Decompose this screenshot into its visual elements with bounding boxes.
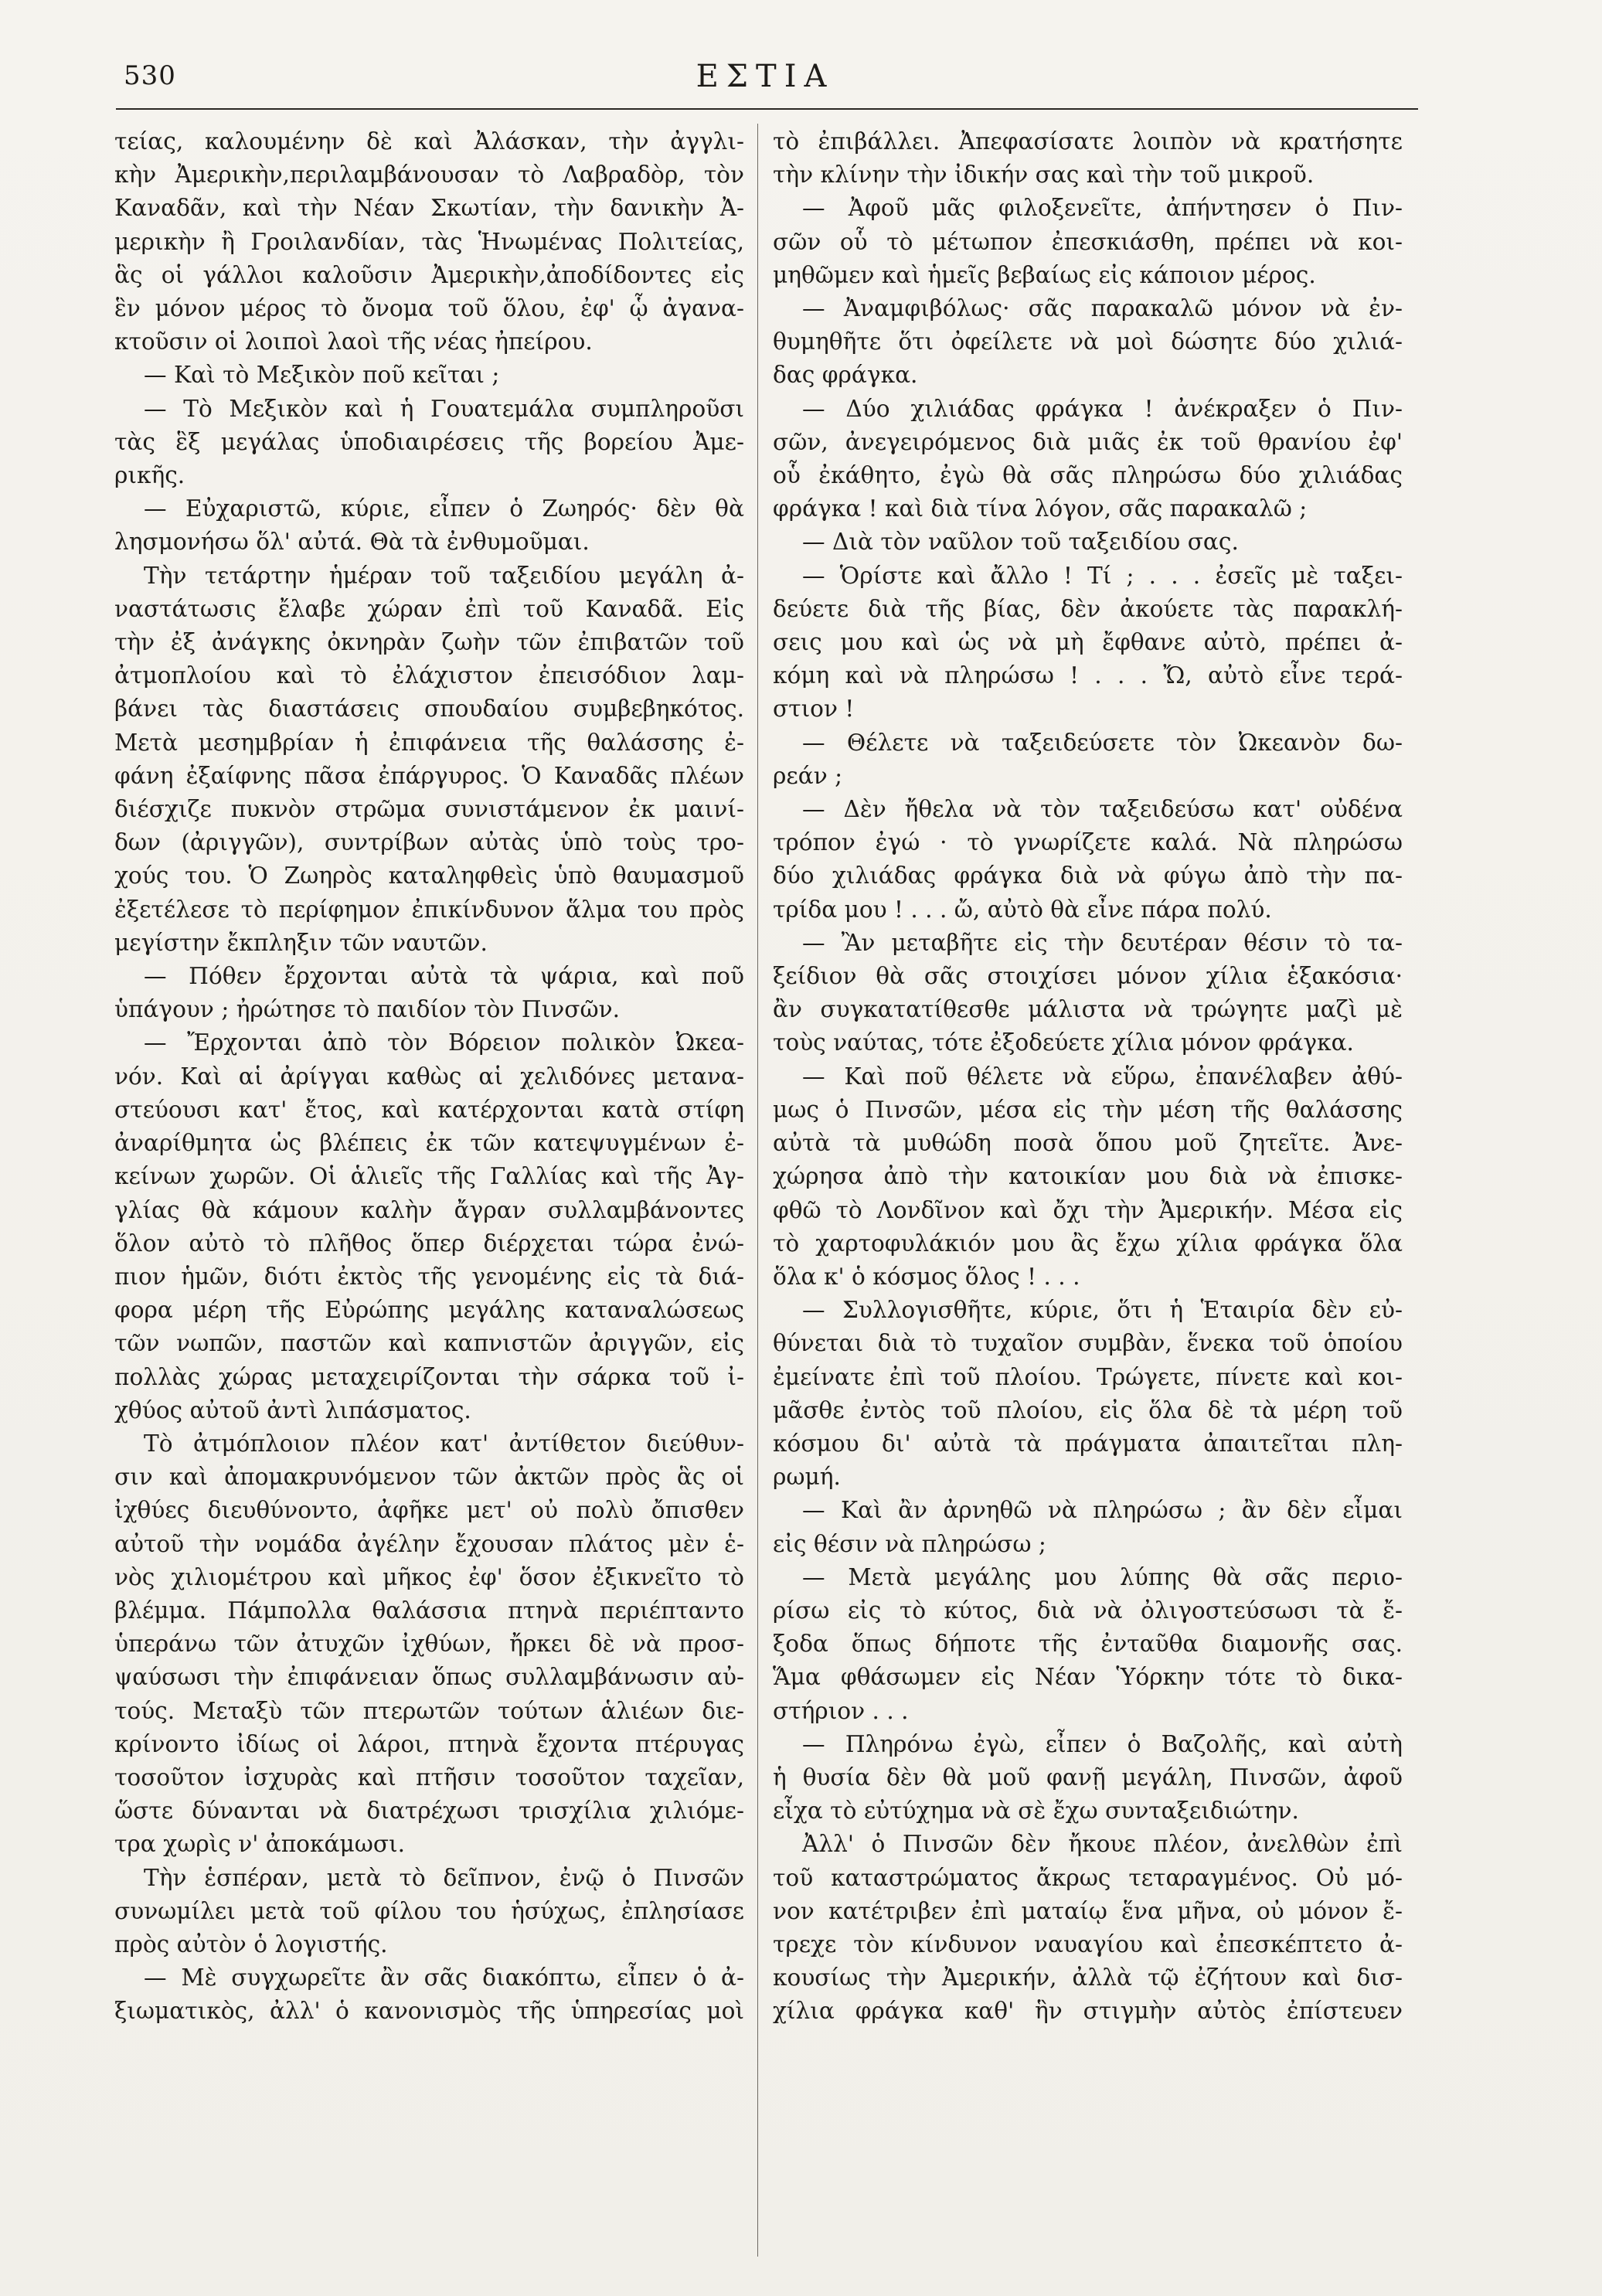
text-line: — Θέλετε νὰ ταξειδεύσετε τὸν Ὠκεανὸν δω- <box>802 729 1403 756</box>
text-line: πιον ἡμῶν, διότι ἐκτὸς τῆς γενομένης εἰς τὰ διά- <box>114 1263 744 1290</box>
text-line: τὸ χαρτοφυλάκιόν μου ἂς ἔχω χίλια φράγκα ὅλα <box>773 1230 1403 1257</box>
text-line: νον κατέτριβεν ἐπὶ ματαίῳ ἕνα μῆνα, οὐ μόνον ἔ- <box>773 1897 1403 1924</box>
text-line: Τὴν τετάρτην ἡμέραν τοῦ ταξειδίου μεγάλη ἀ- <box>144 562 744 589</box>
text-line: τρίδα μου ! . . . ὤ, αὐτὸ θὰ εἶνε πάρα πολύ. <box>773 896 1272 923</box>
text-line: δων (ἀριγγῶν), συντρίβων αὐτὰς ὑπὸ τοὺς τρο- <box>114 829 744 856</box>
text-line: σεις μου καὶ ὡς νὰ μὴ ἔφθανε αὐτὸ, πρέπει ἀ- <box>773 629 1403 656</box>
text-line: χίλια φράγκα καθ' ἣν στιγμὴν αὐτὸς ἐπίστευεν <box>773 1998 1403 2025</box>
text-line: χώρησα ἀπὸ τὴν κατοικίαν μου διὰ νὰ ἐπισκε- <box>773 1163 1403 1190</box>
running-title: ΕΣΤΙΑ <box>696 59 835 94</box>
page-number: 530 <box>124 60 176 91</box>
text-line: συνωμίλει μετὰ τοῦ φίλου του ἡσύχως, ἐπλησίασε <box>114 1897 744 1924</box>
text-line: ἀναρίθμητα ὡς βλέπεις ἐκ τῶν κατεψυγμένων ἐ- <box>114 1130 744 1157</box>
text-line: ἂν συγκατατίθεσθε μάλιστα νὰ τρώγητε μαζὶ μὲ <box>773 996 1403 1023</box>
text-line: στιον ! <box>773 696 855 723</box>
text-line: Ἀλλ' ὁ Πινσῶν δὲν ἤκουε πλέον, ἀνελθὼν ἐπὶ <box>802 1831 1403 1858</box>
text-line: οὗ ἐκάθητο, ἐγὼ θὰ σᾶς πληρώσω δύο χιλιάδας <box>773 462 1403 489</box>
text-line: ναστάτωσις ἔλαβε χώραν ἐπὶ τοῦ Καναδᾶ. Εἰς <box>114 595 744 622</box>
header-rule <box>116 108 1418 110</box>
text-line: στήριον . . . <box>773 1697 909 1724</box>
text-line: τὸ ἐπιβάλλει. Ἀπεφασίσατε λοιπὸν νὰ κρατήσητε <box>773 128 1403 155</box>
text-line: — Ἀναμφιβόλως· σᾶς παρακαλῶ μόνον νὰ ἐν- <box>802 295 1403 322</box>
text-line: ρίσω εἰς τὸ κύτος, διὰ νὰ ὀλιγοστεύσωσι τὰ ἔ- <box>773 1597 1403 1624</box>
text-line: σῶν, ἀνεγειρόμενος διὰ μιᾶς ἐκ τοῦ θρανίου ἐφ' <box>773 428 1403 455</box>
text-line: ρεάν ; <box>773 762 843 789</box>
text-line: τοὺς ναύτας, τότε ἐξοδεύετε χίλια μόνον φράγκα. <box>773 1029 1354 1056</box>
text-line: ψαύσωσι τὴν ἐπιφάνειαν ὅπως συλλαμβάνωσιν αὐ- <box>114 1664 744 1691</box>
text-line: μερικὴν ἢ Γροιλανδίαν, τὰς Ἡνωμένας Πολιτείας, <box>114 228 744 255</box>
text-line: κτοῦσιν οἱ λοιποὶ λαοὶ τῆς νέας ἠπείρου. <box>114 328 593 355</box>
text-line: — Ἂν μεταβῆτε εἰς τὴν δευτέραν θέσιν τὸ τα- <box>802 929 1403 956</box>
text-line: λησμονήσω ὅλ' αὐτά. Θὰ τὰ ἐνθυμοῦμαι. <box>114 529 590 556</box>
text-line: τούς. Μεταξὺ τῶν πτερωτῶν τούτων ἁλιέων διε- <box>114 1697 744 1724</box>
text-line: τρόπον ἐγώ · τὸ γνωρίζετε καλά. Νὰ πληρώσω <box>773 829 1403 856</box>
text-line: Μετὰ μεσημβρίαν ἡ ἐπιφάνεια τῆς θαλάσσης ἐ- <box>114 729 744 756</box>
text-line: ὑπεράνω τῶν ἀτυχῶν ἰχθύων, ἤρκει δὲ νὰ προσ- <box>114 1631 744 1658</box>
text-line: Τὸ ἀτμόπλοιον πλέον κατ' ἀντίθετον διεύθυν- <box>144 1430 744 1457</box>
text-line: βλέμμα. Πάμπολλα θαλάσσια πτηνὰ περιέπταντο <box>114 1597 744 1624</box>
text-line: κόμη καὶ νὰ πληρώσω ! . . . Ὤ, αὐτὸ εἶνε τερά- <box>773 662 1403 689</box>
text-line: — Τὸ Μεξικὸν καὶ ἡ Γουατεμάλα συμπληροῦσι <box>144 395 744 422</box>
text-line: — Μετὰ μεγάλης μου λύπης θὰ σᾶς περιο- <box>802 1563 1403 1590</box>
text-line: αὐτοῦ τὴν νομάδα ἀγέλην ἔχουσαν πλάτος μὲν ἑ- <box>114 1530 744 1557</box>
text-line: δας φράγκα. <box>773 362 918 389</box>
text-line: χούς του. Ὁ Ζωηρὸς καταληφθεὶς ὑπὸ θαυμασμοῦ <box>114 862 744 889</box>
text-line: σῶν οὗ τὸ μέτωπον ἐπεσκιάσθη, πρέπει νὰ κοι- <box>773 228 1403 255</box>
text-line: ὑπάγουν ; ἠρώτησε τὸ παιδίον τὸν Πινσῶν. <box>114 996 620 1023</box>
text-line: — Εὐχαριστῶ, κύριε, εἶπεν ὁ Ζωηρός· δὲν θὰ <box>144 495 744 522</box>
text-line: αὐτὰ τὰ μυθώδη ποσὰ ὅπου μοῦ ζητεῖτε. Ἀνε- <box>773 1130 1403 1157</box>
text-line: Τὴν ἑσπέραν, μετὰ τὸ δεῖπνον, ἐνῷ ὁ Πινσῶν <box>144 1864 744 1891</box>
text-line: ρωμή. <box>773 1464 841 1491</box>
text-line: διέσχιζε πυκνὸν στρῶμα συνιστάμενον ἐκ μαινί- <box>114 796 744 823</box>
left-column <box>114 125 744 2029</box>
text-line: κὴν Ἀμερικὴν,περιλαμβάνουσαν τὸ Λαβραδὸρ, τὸν <box>114 162 744 189</box>
text-line: νὸς χιλιομέτρου καὶ μῆκος ἐφ' ὅσον ἐξικνεῖτο τὸ <box>114 1563 744 1590</box>
text-line: ἐμείνατε ἐπὶ τοῦ πλοίου. Τρώγετε, πίνετε καὶ κοι- <box>773 1363 1403 1390</box>
text-line: ξείδιον θὰ σᾶς στοιχίσει μόνον χίλια ἑξακόσια· <box>773 963 1403 990</box>
text-line: τὴν κλίνην τὴν ἰδικήν σας καὶ τὴν τοῦ μικροῦ. <box>773 162 1315 189</box>
text-line: — Πόθεν ἔρχονται αὐτὰ τὰ ψάρια, καὶ ποῦ <box>144 963 744 990</box>
text-line: νόν. Καὶ αἱ ἀρίγγαι καθὼς αἱ χελιδόνες μετανα- <box>114 1063 744 1090</box>
text-line: — Ὁρίστε καὶ ἄλλο ! Τί ; . . . ἐσεῖς μὲ ταξει- <box>802 562 1403 589</box>
text-line: φορα μέρη τῆς Εὐρώπης μεγάλης καταναλώσεως <box>114 1297 744 1324</box>
text-line: χθύος αὐτοῦ ἀντὶ λιπάσματος. <box>114 1396 471 1424</box>
text-line: — Ἔρχονται ἀπὸ τὸν Βόρειον πολικὸν Ὠκεα- <box>144 1029 744 1056</box>
text-line: μᾶσθε ἐντὸς τοῦ πλοίου, εἰς ὅλα δὲ τὰ μέρη τοῦ <box>773 1396 1403 1424</box>
text-line: τὴν ἐξ ἀνάγκης ὀκνηρὰν ζωὴν τῶν ἐπιβατῶν τοῦ <box>114 629 744 656</box>
text-line: φάνη ἐξαίφνης πᾶσα ἐπάργυρος. Ὁ Καναδᾶς πλέων <box>114 762 744 789</box>
text-line: φράγκα ! καὶ διὰ τίνα λόγον, σᾶς παρακαλῶ ; <box>773 495 1308 522</box>
text-line: τῶν νωπῶν, παστῶν καὶ καπνιστῶν ἀριγγῶν, εἰς <box>114 1330 744 1357</box>
text-line: εἶχα τὸ εὐτύχημα νὰ σὲ ἔχω συνταξειδιώτην. <box>773 1798 1299 1825</box>
text-line: — Μὲ συγχωρεῖτε ἂν σᾶς διακόπτω, εἶπεν ὁ ἀ- <box>144 1964 744 1992</box>
text-line: στεύουσι κατ' ἔτος, καὶ κατέρχονται κατὰ στίφη <box>114 1096 744 1123</box>
text-line: ἐξετέλεσε τὸ περίφημον ἐπικίνδυνον ἅλμα του πρὸς <box>114 896 744 923</box>
text-line: ἀτμοπλοίου καὶ τὸ ἐλάχιστον ἐπεισόδιον λαμ- <box>114 662 744 689</box>
text-line: Ἅμα φθάσωμεν εἰς Νέαν Ὑόρκην τότε τὸ δικα- <box>773 1664 1403 1691</box>
text-line: τοσοῦτον ἰσχυρὰς καὶ πτῆσιν τοσοῦτον ταχεῖαν, <box>114 1764 744 1791</box>
text-line: — Πληρόνω ἐγὼ, εἶπεν ὁ Βαζολῆς, καὶ αὐτὴ <box>802 1730 1403 1757</box>
text-line: ἃς οἱ γάλλοι καλοῦσιν Ἀμερικὴν,ἀποδίδοντες εἰς <box>114 261 744 288</box>
text-line: τοῦ καταστρώματος ἄκρως τεταραγμένος. Οὐ μό- <box>773 1864 1403 1891</box>
text-line: πρὸς αὐτὸν ὁ λογιστής. <box>114 1930 388 1958</box>
text-line: — Ἀφοῦ μᾶς φιλοξενεῖτε, ἀπήντησεν ὁ Πιν- <box>802 195 1403 222</box>
text-line: δύο χιλιάδας φράγκα διὰ νὰ φύγω ἀπὸ τὴν πα- <box>773 862 1403 889</box>
text-line: — Καὶ ποῦ θέλετε νὰ εὕρω, ἐπανέλαβεν ἀθύ- <box>802 1063 1403 1090</box>
text-line: ὥστε δύνανται νὰ διατρέχωσι τρισχίλια χιλιόμε- <box>114 1798 744 1825</box>
text-line: ὅλον αὐτὸ τὸ πλῆθος ὅπερ διέρχεται τώρα ἐνώ- <box>114 1230 744 1257</box>
text-line: τὰς ἓξ μεγάλας ὑποδιαιρέσεις τῆς βορείου Ἀμε- <box>114 428 744 455</box>
text-line: κόσμου δι' αὐτὰ τὰ πράγματα ἀπαιτεῖται πλη- <box>773 1430 1403 1457</box>
text-line: — Δύο χιλιάδας φράγκα ! ἀνέκραξεν ὁ Πιν- <box>802 395 1403 422</box>
text-line: θύνεται διὰ τὸ τυχαῖον συμβὰν, ἕνεκα τοῦ ὁποίου <box>773 1330 1403 1357</box>
text-line: δεύετε διὰ τῆς βίας, δὲν ἀκούετε τὰς παρακλή- <box>773 595 1403 622</box>
text-line: — Διὰ τὸν ναῦλον τοῦ ταξειδίου σας. <box>802 529 1239 556</box>
text-line: κουσίως τὴν Ἀμερικήν, ἀλλὰ τῷ ἐζήτουν καὶ δισ- <box>773 1964 1403 1992</box>
right-column <box>773 125 1403 2029</box>
text-line: — Δὲν ἤθελα νὰ τὸν ταξειδεύσω κατ' οὐδένα <box>802 796 1403 823</box>
text-line: κείνων χωρῶν. Οἱ ἁλιεῖς τῆς Γαλλίας καὶ τῆς Ἀγ- <box>114 1163 744 1190</box>
text-line: πολλὰς χώρας μεταχειρίζονται τὴν σάρκα τοῦ ἰ- <box>114 1363 744 1390</box>
text-line: ἰχθύες διευθύνοντο, ἀφῆκε μετ' οὐ πολὺ ὄπισθεν <box>114 1497 744 1524</box>
page-header <box>116 54 1414 108</box>
text-line: εἰς θέσιν νὰ πληρώσω ; <box>773 1530 1046 1557</box>
text-line: τείας, καλουμένην δὲ καὶ Ἀλάσκαν, τὴν ἀγγλι- <box>114 128 744 155</box>
text-line: τρεχε τὸν κίνδυνον ναυαγίου καὶ ἐπεσκέπτετο ἀ- <box>773 1930 1403 1958</box>
text-line: μηθῶμεν καὶ ἡμεῖς βεβαίως εἰς κάποιον μέρος. <box>773 261 1316 288</box>
text-line: θυμηθῆτε ὅτι ὀφείλετε νὰ μοὶ δώσητε δύο χιλιά- <box>773 328 1403 355</box>
text-line: φθῶ τὸ Λονδῖνον καὶ ὄχι τὴν Ἀμερικήν. Μέσα εἰς <box>773 1196 1403 1223</box>
text-line: σιν καὶ ἀπομακρυνόμενον τῶν ἀκτῶν πρὸς ἃς οἱ <box>114 1464 744 1491</box>
text-line: ὅλα κ' ὁ κόσμος ὅλος ! . . . <box>773 1263 1080 1290</box>
text-line: μως ὁ Πινσῶν, μέσα εἰς τὴν μέση τῆς θαλάσσης <box>773 1096 1403 1123</box>
text-line: ρικῆς. <box>114 462 185 489</box>
text-line: Καναδᾶν, καὶ τὴν Νέαν Σκωτίαν, τὴν δανικὴν Ἀ- <box>114 195 744 222</box>
text-line: — Καὶ ἂν ἀρνηθῶ νὰ πληρώσω ; ἂν δὲν εἶμαι <box>802 1497 1403 1524</box>
text-line: τρα χωρὶς ν' ἀποκάμωσι. <box>114 1831 406 1858</box>
column-divider <box>757 124 758 2257</box>
text-line: γλίας θὰ κάμουν καλὴν ἄγραν συλλαμβάνοντες <box>114 1196 744 1223</box>
text-line: κρίνοντο ἰδίως οἱ λάροι, πτηνὰ ἔχοντα πτέρυγας <box>114 1730 744 1757</box>
text-line: ἡ θυσία δὲν θὰ μοῦ φανῇ μεγάλη, Πινσῶν, ἀφοῦ <box>773 1764 1403 1791</box>
text-line: ἓν μόνον μέρος τὸ ὄνομα τοῦ ὅλου, ἐφ' ᾧ ἀγανα- <box>114 295 744 322</box>
text-line: — Καὶ τὸ Μεξικὸν ποῦ κεῖται ; <box>144 362 500 389</box>
text-line: βάνει τὰς διαστάσεις σπουδαίου συμβεβηκότος. <box>114 696 744 723</box>
text-line: — Συλλογισθῆτε, κύριε, ὅτι ἡ Ἑταιρία δὲν εὐ- <box>802 1297 1403 1324</box>
text-line: ξιωματικὸς, ἀλλ' ὁ κανονισμὸς τῆς ὑπηρεσίας μοὶ <box>114 1998 744 2025</box>
text-line: ξοδα ὅπως δήποτε τῆς ἐνταῦθα διαμονῆς σας. <box>773 1631 1403 1658</box>
text-line: μεγίστην ἔκπληξιν τῶν ναυτῶν. <box>114 929 488 956</box>
